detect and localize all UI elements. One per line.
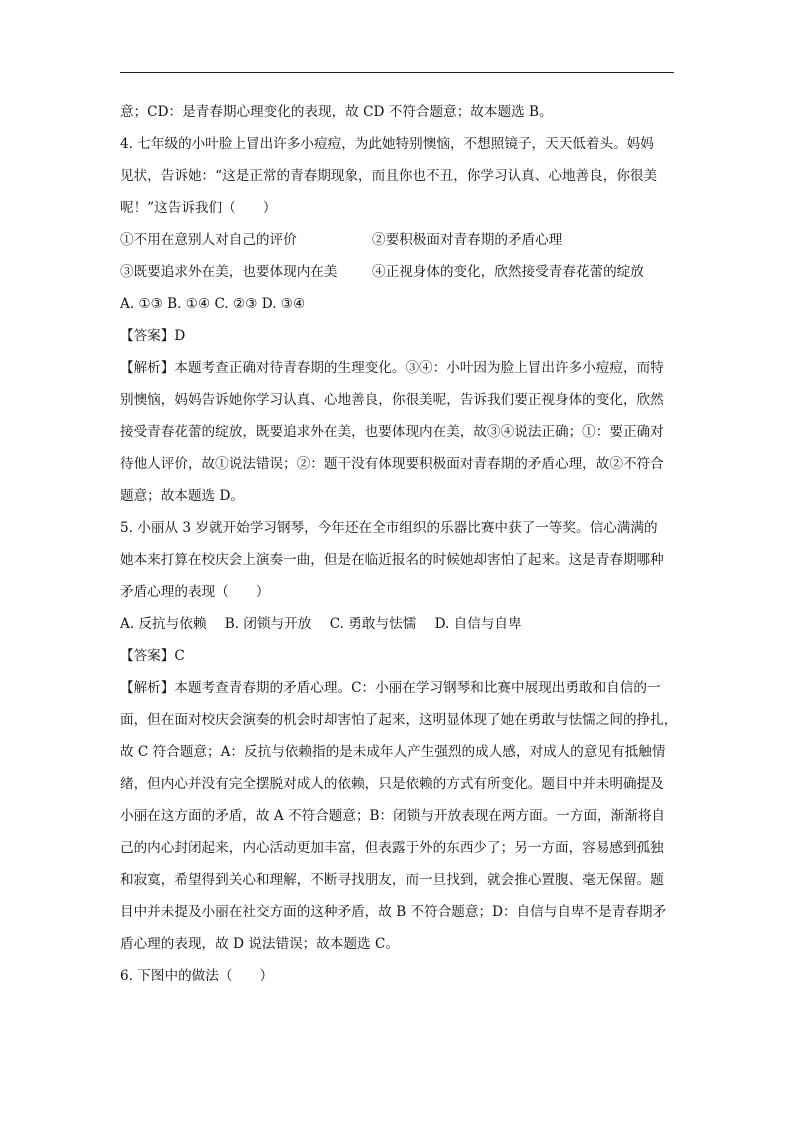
document-body	[120, 102, 676, 998]
choice-a: A. 反抗与依赖	[120, 616, 207, 632]
analysis-line: 题意；故本题选 D。	[120, 488, 244, 504]
analysis-line: 绪，但内心并没有完全摆脱对成人的依赖，只是依赖的方式有所变化。题目中并未明确提及	[120, 776, 664, 792]
statement-4: ④正视身体的变化，欣然接受青春花蕾的绽放	[372, 264, 644, 280]
analysis-line: 【解析】本题考查青春期的矛盾心理。C：小丽在学习钢琴和比赛中展现出勇敢和自信的一	[120, 680, 661, 696]
question-4	[120, 134, 676, 518]
question-stem-line: 5. 小丽从 3 岁就开始学习钢琴，今年还在全市组织的乐器比赛中获了一等奖。信心满满的	[120, 520, 658, 536]
question-5	[120, 518, 676, 966]
question-6	[120, 966, 676, 998]
answer-choices: A. ①③ B. ①④ C. ②③ D. ③④	[120, 296, 306, 312]
statement-1: ①不用在意别人对自己的评价	[120, 232, 297, 248]
analysis-line: 己的内心封闭起来，内心活动更加丰富，但表露于外的东西少了；另一方面，容易感到孤独	[120, 840, 664, 856]
choice-d: D. 自信与自卑	[434, 616, 522, 632]
analysis-line: 故 C 符合题意；A：反抗与依赖指的是未成年人产生强烈的成人感，对成人的意见有抵触情	[120, 744, 666, 760]
q3-analysis-tail: 意；CD：是青春期心理变化的表现，故 CD 不符合题意；故本题选 B。	[120, 104, 553, 120]
analysis-line: 小丽在这方面的矛盾，故 A 不符合题意；B：闭锁与开放表现在两方面。一方面，渐渐将自	[120, 808, 666, 824]
question-stem-line: 矛盾心理的表现（ ）	[120, 584, 270, 600]
answer-choices	[120, 614, 676, 646]
question-stem-line: 呢！”这告诉我们（ ）	[120, 200, 277, 216]
analysis-line: 目中并未提及小丽在社交方面的这种矛盾，故 B 不符合题意；D：自信与自卑不是青春期矛	[120, 904, 667, 920]
analysis-line: 面，但在面对校庆会演奏的机会时却害怕了起来，这明显体现了她在勇敢与怯懦之间的挣扎，	[120, 712, 678, 728]
statement-3: ③既要追求外在美，也要体现内在美	[120, 264, 338, 280]
analysis-line: 和寂寞，希望得到关心和理解，不断寻找朋友，而一旦找到，就会推心置腹、毫无保留。题	[120, 872, 664, 888]
analysis-line: 盾心理的表现，故 D 说法错误；故本题选 C。	[120, 936, 399, 952]
statement-row	[120, 230, 676, 262]
analysis-line: 待他人评价，故①说法错误；②：题干没有体现要积极面对青春期的矛盾心理，故②不符合	[120, 456, 664, 472]
analysis-line: 【解析】本题考查正确对待青春期的生理变化。③④：小叶因为脸上冒出许多小痘痘，而特	[120, 360, 664, 376]
choice-c: C. 勇敢与怯懦	[329, 616, 417, 632]
analysis-line: 接受青春花蕾的绽放，既要追求外在美，也要体现内在美，故③④说法正确；①：要正确对	[120, 424, 664, 440]
answer-label: 【答案】C	[120, 648, 185, 664]
question-stem-line: 4. 七年级的小叶脸上冒出许多小痘痘，为此她特别懊恼，不想照镜子，天天低着头。妈妈	[120, 136, 654, 152]
question-stem-line: 见状，告诉她：“这是正常的青春期现象，而且你也不丑，你学习认真、心地善良，你很美	[120, 168, 658, 184]
question-stem-line: 6. 下图中的做法（ ）	[120, 968, 274, 984]
question-stem-line: 她本来打算在校庆会上演奏一曲，但是在临近报名的时候她却害怕了起来。这是青春期哪种	[120, 552, 664, 568]
header-rule	[120, 72, 674, 73]
analysis-line: 别懊恼，妈妈告诉她你学习认真、心地善良，你很美呢，告诉我们要正视身体的变化，欣然	[120, 392, 664, 408]
statement-2: ②要积极面对青春期的矛盾心理	[372, 232, 563, 248]
statement-row	[120, 262, 676, 294]
answer-label: 【答案】D	[120, 328, 186, 344]
choice-b: B. 闭锁与开放	[224, 616, 312, 632]
